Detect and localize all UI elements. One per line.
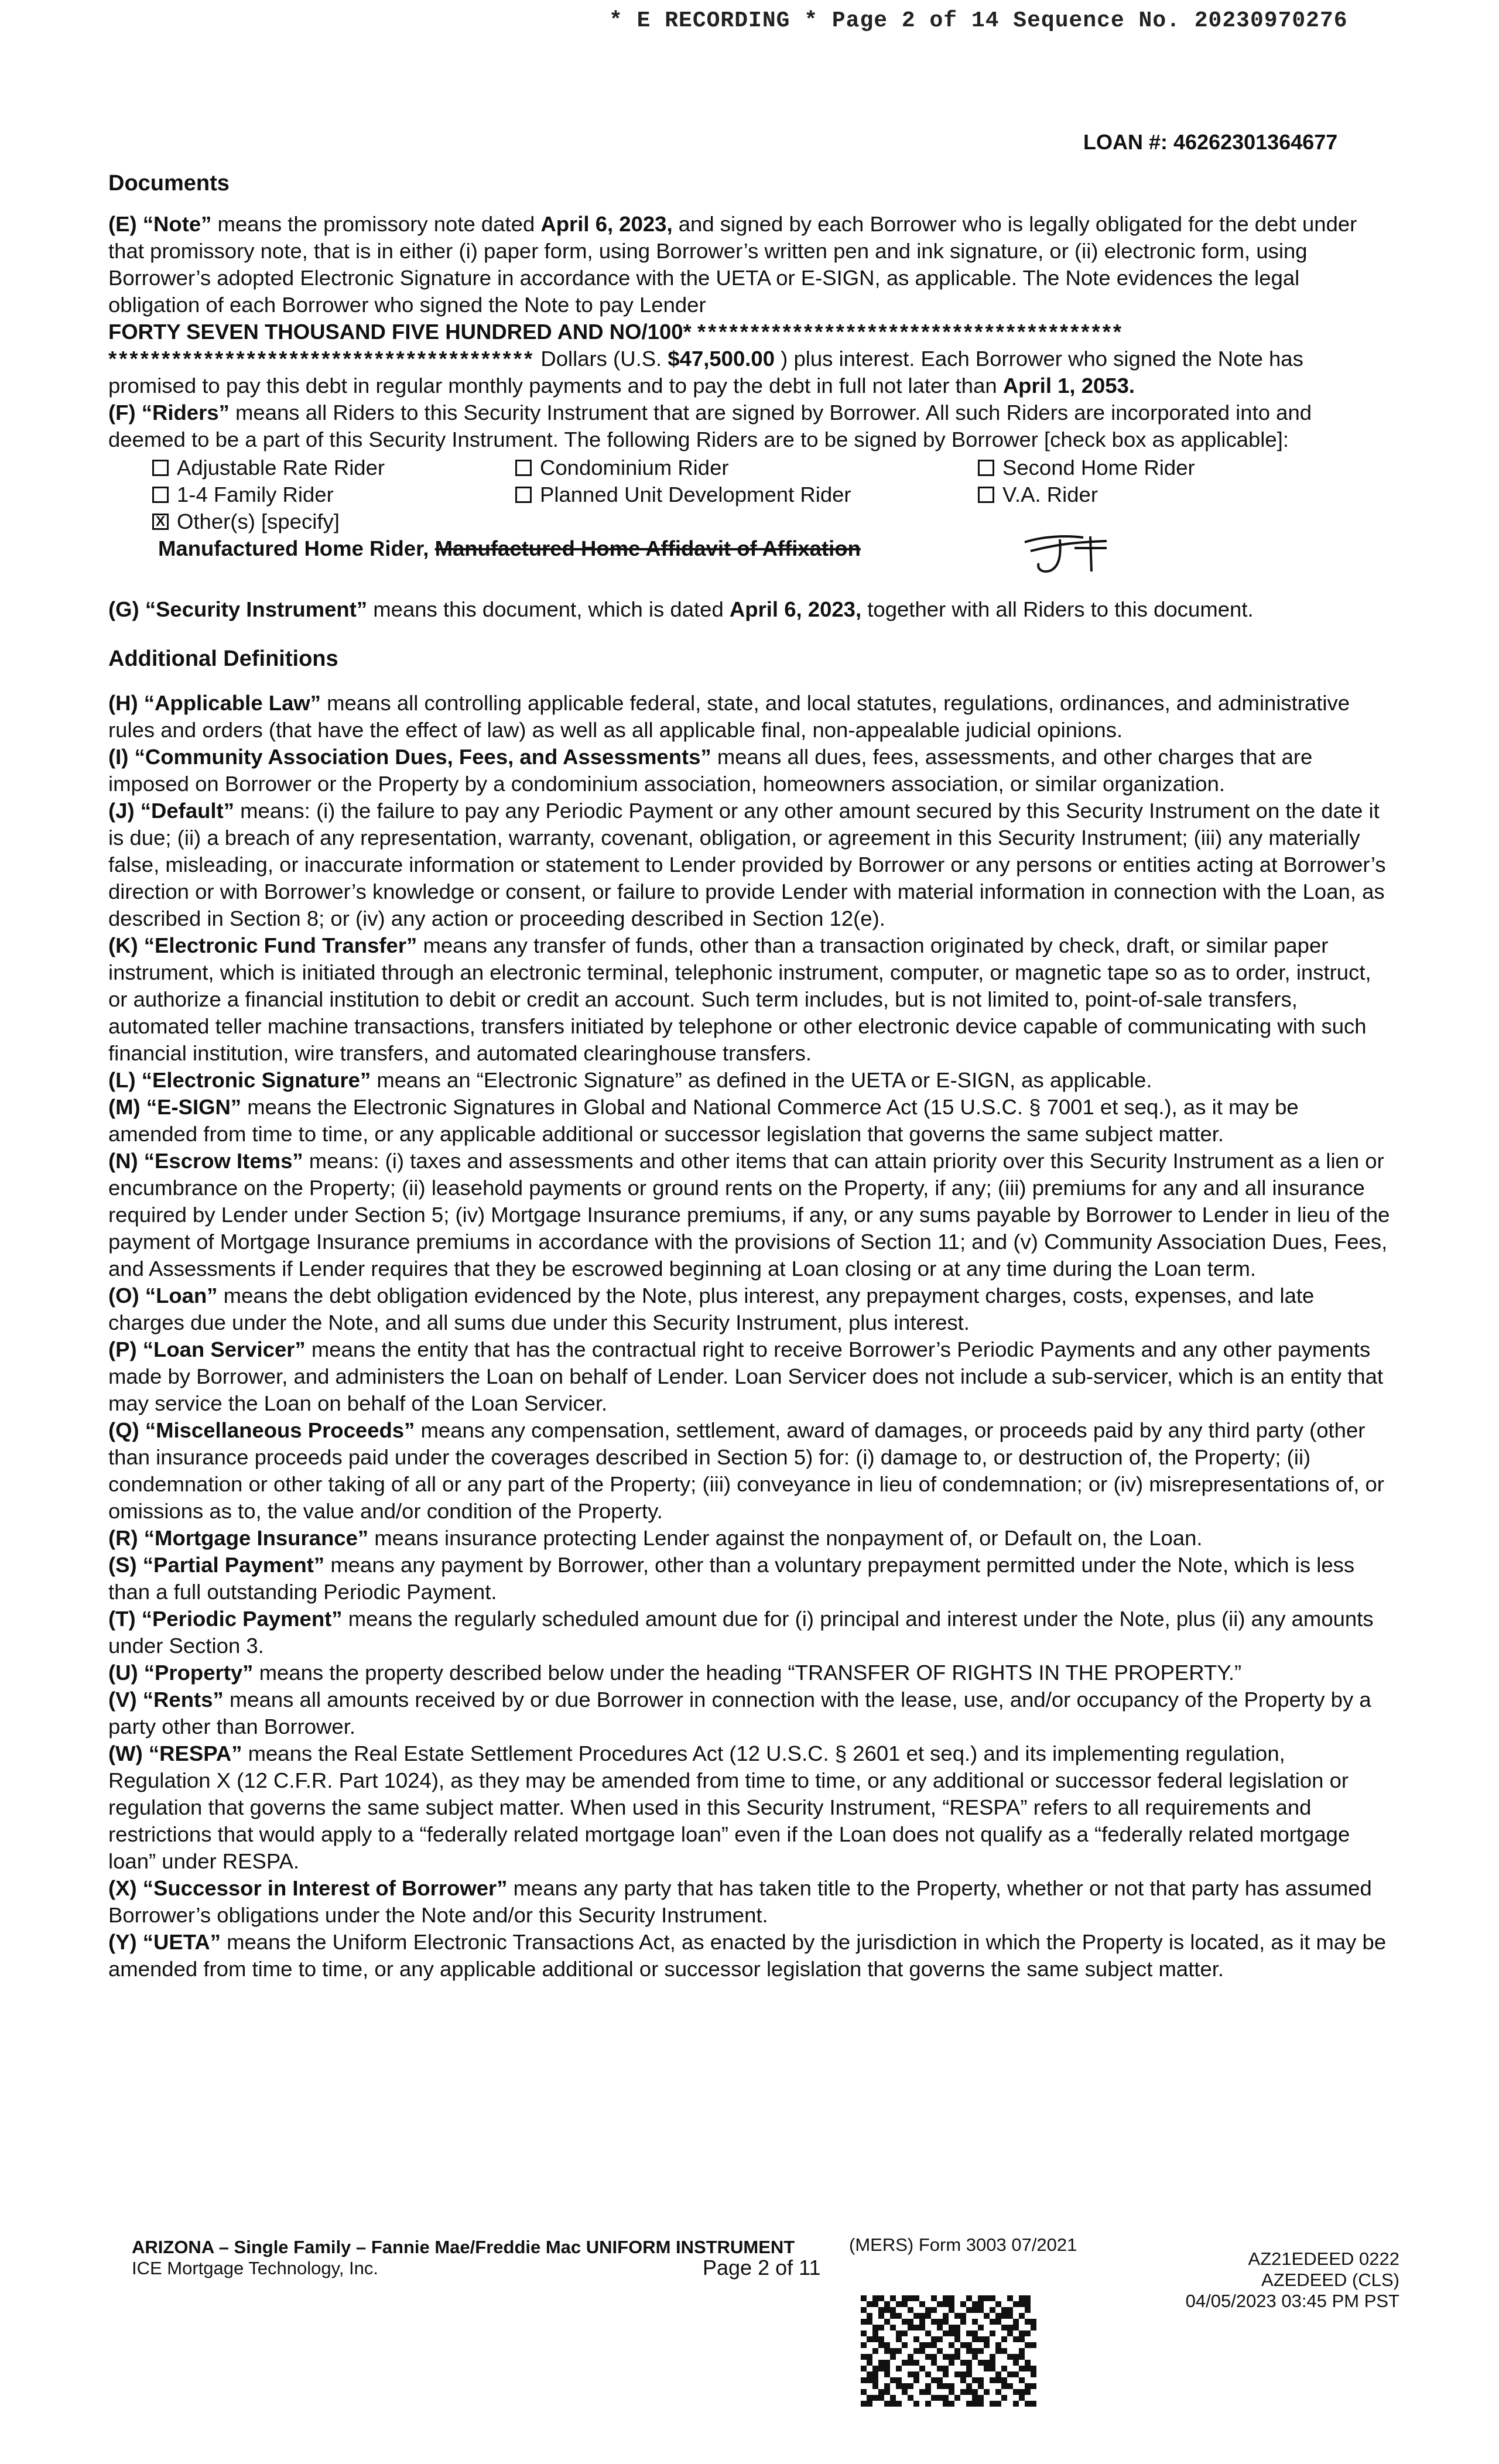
definition-label: (V) “Rents” (108, 1688, 224, 1712)
section-heading-additional-definitions: Additional Definitions (108, 646, 338, 671)
definition-label: (N) “Escrow Items” (108, 1149, 303, 1173)
rider-checkbox-item[interactable]: X Other(s) [specify] (152, 508, 515, 535)
other-riders-specified: Manufactured Home Rider, Manufactured Home Affidavit of Affixation (158, 535, 1391, 566)
rider-checkbox-item[interactable]: Second Home Rider (978, 454, 1329, 481)
recording-header: * E RECORDING * Page 2 of 14 Sequence No. 20230970276 (609, 8, 1348, 33)
definition-item: (Q) “Miscellaneous Proceeds” means any compensation, settlement, award of damages, or proceeds paid by any third party (other than insurance proceeds paid under the coverages described in Section 5) for: (i) damage to, or destruction of, the Property; (ii) condemnation or other taking of all or any part of the Property; (iii) conveyance in lieu of condemnation; or (iv) misrepresentations of, or omissions as to, the value and/or condition of the Property. (108, 1418, 1384, 1523)
maturity-date: April 1, 2053. (1002, 374, 1135, 398)
instrument-date: April 6, 2023, (729, 597, 862, 621)
rider-checkbox-item[interactable]: Adjustable Rate Rider (152, 454, 515, 481)
fill-stars: **************************************** (697, 320, 1124, 344)
loan-amount: $47,500.00 (668, 347, 775, 371)
definition-note: (E) “Note” means the promissory note dated April 6, 2023, and signed by each Borrower who is legally obligated for the debt under that promissory note, that is in either (i) paper form, using Borrower’s written pen and ink signature, or (ii) electronic form, using Borrower’s adopted Electronic Signature in accordance with the UETA or E-SIGN, as applicable. The Note evidences the legal obligation of each Borrower who signed the Note to pay Lender FORTY SEVEN THOUSAND FIVE HUNDRED AND NO/100* **************************************** **************************************** Dollars (U.S. $47,500.00 ) plus interest. Each Borrower who signed the Note has promised to pay this debt in regular monthly payments and to pay the debt in full not later than April 1, 2053. (108, 212, 1357, 398)
definition-label: (W) “RESPA” (108, 1741, 242, 1765)
definition-label: (G) “Security Instrument” (108, 597, 368, 621)
definition-label: (I) “Community Association Dues, Fees, and Assessments” (108, 745, 711, 769)
definition-label: (S) “Partial Payment” (108, 1553, 325, 1577)
definition-label: (Y) “UETA” (108, 1930, 221, 1954)
section-heading-documents: Documents (108, 171, 230, 196)
struck-text: Manufactured Home Affidavit of Affixation (434, 536, 861, 560)
barcode-icon (861, 2295, 1036, 2407)
definition-item: (O) “Loan” means the debt obligation evidenced by the Note, plus interest, any prepayment charges, costs, expenses, and late charges due under the Note, and all sums due under this Security Instrument, plus interest. (108, 1284, 1315, 1334)
footer-form-number: (MERS) Form 3003 07/2021 (849, 2234, 1077, 2255)
amount-words: FORTY SEVEN THOUSAND FIVE HUNDRED AND NO/100* (108, 320, 692, 344)
definition-item: (N) “Escrow Items” means: (i) taxes and assessments and other items that can attain priority over this Security Instrument as a lien or encumbrance on the Property; (ii) leasehold payments or ground rents on the Property, if any; (iii) premiums for any and all insurance required by Lender under Section 5; (iv) Mortgage Insurance premiums, if any, or any sums payable by Borrower to Lender in lieu of the payment of Mortgage Insurance premiums in accordance with the provisions of Section 11; and (v) Community Association Dues, Fees, and Assessments if Lender requires that they be escrowed beginning at Loan closing or at any time during the Loan term. (108, 1149, 1390, 1281)
definition-label: (F) “Riders” (108, 401, 230, 425)
loan-number: LOAN #: 46262301364677 (1083, 130, 1338, 154)
checkbox[interactable] (978, 487, 994, 503)
definition-item: (H) “Applicable Law” means all controlling applicable federal, state, and local statutes, regulations, ordinances, and administrative rules and orders (that have the effect of law) as well as all applicable final, non-appealable judicial opinions. (108, 691, 1350, 742)
rider-checkbox-item[interactable]: Condominium Rider (515, 454, 978, 481)
footer-vendor: ICE Mortgage Technology, Inc. (132, 2258, 379, 2278)
checkbox[interactable] (515, 487, 532, 503)
definition-label: (K) “Electronic Fund Transfer” (108, 933, 417, 957)
checkbox[interactable] (152, 460, 169, 476)
rider-checkbox-item[interactable]: 1-4 Family Rider (152, 481, 515, 508)
rider-checkbox-item[interactable]: V.A. Rider (978, 481, 1329, 508)
checkbox[interactable] (978, 460, 994, 476)
definition-label: (O) “Loan” (108, 1284, 218, 1308)
definition-item: (J) “Default” means: (i) the failure to pay any Periodic Payment or any other amount secured by this Security Instrument on the date it is due; (ii) a breach of any representation, warranty, covenant, obligation, or agreement in this Security Instrument; (iii) any materially false, misleading, or inaccurate information or statement to Lender provided by Borrower or any persons or entities acting at Borrower’s direction or with Borrower’s knowledge or consent, or failure to provide Lender with material information in connection with the Loan, as described in Section 8; or (iv) any action or proceeding described in Section 12(e). (108, 799, 1386, 930)
definition-label: (H) “Applicable Law” (108, 691, 321, 715)
footer-state: ARIZONA (132, 2237, 214, 2257)
document-body (108, 170, 1391, 1983)
definition-item: (R) “Mortgage Insurance” means insurance protecting Lender against the nonpayment of, or Default on, the Loan. (108, 1526, 1203, 1550)
definition-item: (L) “Electronic Signature” means an “Electronic Signature” as defined in the UETA or E-SIGN, as applicable. (108, 1068, 1152, 1092)
definition-item: (Y) “UETA” means the Uniform Electronic Transactions Act, as enacted by the jurisdiction in which the Property is located, as it may be amended from time to time, or any applicable additional or successor legislation that governs the same subject matter. (108, 1930, 1387, 1981)
definition-label: (Q) “Miscellaneous Proceeds” (108, 1418, 415, 1442)
definition-item: (I) “Community Association Dues, Fees, and Assessments” means all dues, fees, assessments, and other charges that are imposed on Borrower or the Property by a condominium association, homeowners association, or similar organization. (108, 745, 1313, 796)
definition-label: (E) “Note” (108, 212, 212, 236)
definition-label: (M) “E-SIGN” (108, 1095, 242, 1119)
definition-item: (W) “RESPA” means the Real Estate Settlement Procedures Act (12 U.S.C. § 2601 et seq.) and its implementing regulation, Regulation X (12 C.F.R. Part 1024), as they may be amended from time to time, or any additional or successor federal legislation or regulation that governs the same subject matter. When used in this Security Instrument, “RESPA” refers to all requirements and restrictions that would apply to a “federally related mortgage loan” even if the Loan does not qualify as a “federally related mortgage loan” under RESPA. (108, 1741, 1350, 1873)
note-date: April 6, 2023, (540, 212, 673, 236)
definition-label: (P) “Loan Servicer” (108, 1337, 306, 1361)
definition-item: (K) “Electronic Fund Transfer” means any transfer of funds, other than a transaction originated by check, draft, or similar paper instrument, which is initiated through an electronic terminal, telephonic instrument, computer, or magnetic tape so as to order, instruct, or authorize a financial institution to debit or credit an account. Such term includes, but is not limited to, point-of-sale transfers, automated teller machine transactions, transfers initiated by telephone or other electronic device capable of communicating with such financial institution, wire transfers, and automated clearinghouse transfers. (108, 933, 1371, 1065)
definition-riders: (F) “Riders” means all Riders to this Security Instrument that are signed by Borrower. All such Riders are incorporated into and deemed to be a part of this Security Instrument. The following Riders are to be signed by Borrower [check box as applicable]: (108, 401, 1312, 451)
definition-item: (U) “Property” means the property described below under the heading “TRANSFER OF RIGHTS IN THE PROPERTY.” (108, 1661, 1242, 1685)
footer-form-title: ARIZONA – Single Family – Fannie Mae/Freddie Mac UNIFORM INSTRUMENT ICE Mortgage Technology, Inc. (132, 2237, 795, 2278)
definition-item: (T) “Periodic Payment” means the regularly scheduled amount due for (i) principal and interest under the Note, plus (ii) any amounts under Section 3. (108, 1607, 1374, 1658)
checkbox-checked[interactable]: X (152, 514, 169, 530)
checkbox[interactable] (152, 487, 169, 503)
definition-item: (V) “Rents” means all amounts received by or due Borrower in connection with the lease, use, and/or occupancy of the Property by a party other than Borrower. (108, 1688, 1371, 1739)
rider-checkbox-item[interactable]: Planned Unit Development Rider (515, 481, 978, 508)
definition-item: (X) “Successor in Interest of Borrower” means any party that has taken title to the Property, whether or not that party has assumed Borrower’s obligations under the Note and/or this Security Instrument. (108, 1876, 1372, 1927)
definition-label: (R) “Mortgage Insurance” (108, 1526, 369, 1550)
rider-checkbox-list (152, 454, 1391, 535)
definition-label: (U) “Property” (108, 1661, 254, 1685)
footer-page-number: Page 2 of 11 (703, 2256, 821, 2280)
definition-item: (P) “Loan Servicer” means the entity that has the contractual right to receive Borrower’s Periodic Payments and any other payments made by Borrower, and administers the Loan on behalf of Lender. Loan Servicer does not include a sub-servicer, which is an entity that may service the Loan on behalf of the Loan Servicer. (108, 1337, 1384, 1415)
definition-item: (S) “Partial Payment” means any payment by Borrower, other than a voluntary prepayment permitted under the Note, which is less than a full outstanding Periodic Payment. (108, 1553, 1355, 1604)
handwritten-initials-icon (1019, 525, 1118, 577)
definition-security-instrument: (G) “Security Instrument” means this document, which is dated April 6, 2023, together with all Riders to this document. (108, 597, 1254, 621)
definition-label: (J) “Default” (108, 799, 234, 823)
checkbox[interactable] (515, 460, 532, 476)
definition-label: (T) “Periodic Payment” (108, 1607, 343, 1631)
definition-item: (M) “E-SIGN” means the Electronic Signatures in Global and National Commerce Act (15 U.S.C. § 7001 et seq.), as it may be amended from time to time, or any applicable additional or successor legislation that governs the same subject matter. (108, 1095, 1299, 1146)
footer-doc-codes: AZ21EDEED 0222 AZEDEED (CLS) 04/05/2023 03:45 PM PST (1185, 2249, 1399, 2311)
definition-label: (L) “Electronic Signature” (108, 1068, 371, 1092)
fill-stars: **************************************** (108, 347, 535, 371)
definition-label: (X) “Successor in Interest of Borrower” (108, 1876, 508, 1900)
